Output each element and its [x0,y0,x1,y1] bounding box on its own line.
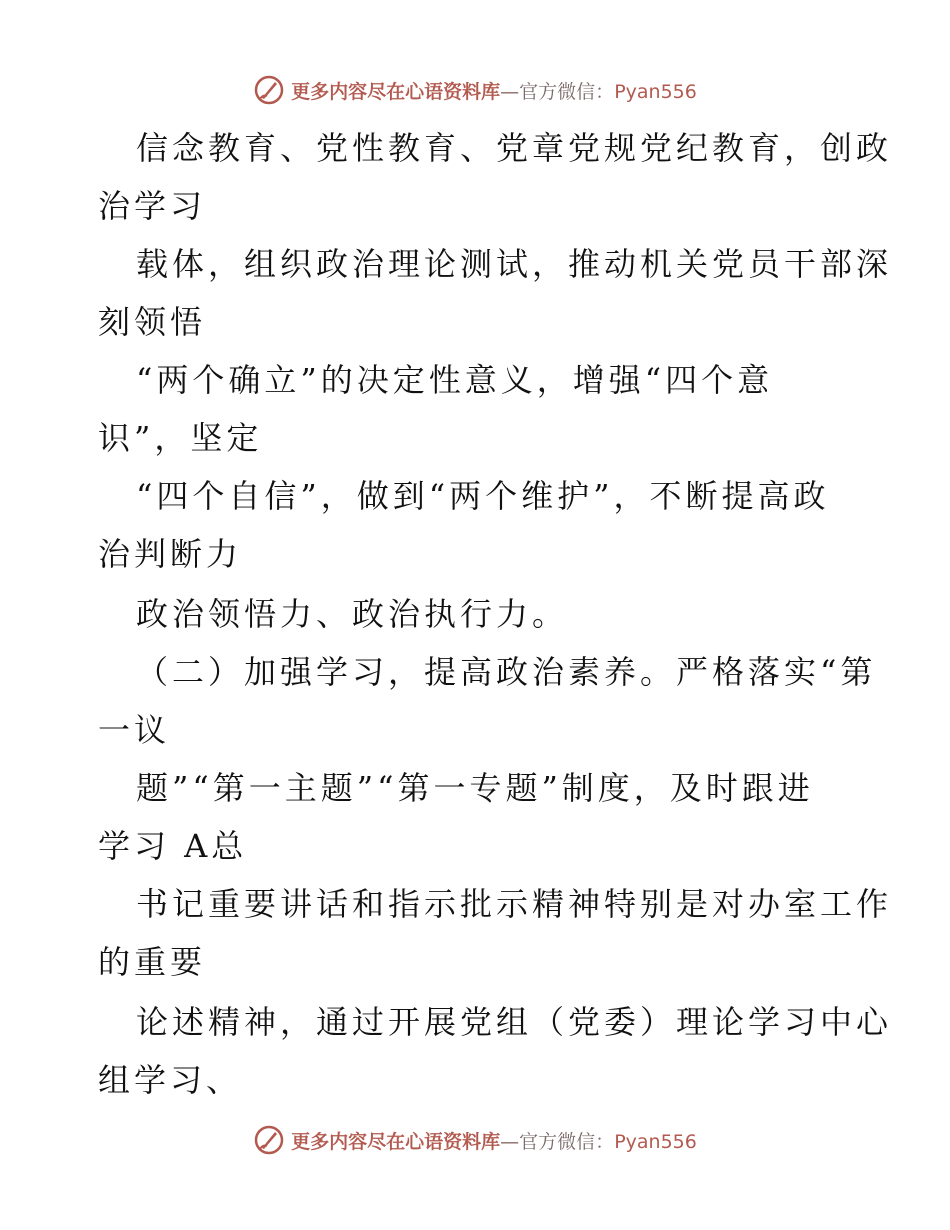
text-line: 题”“第一主题”“第一专题”制度，及时跟进 [136,769,814,807]
text-line: 识”，坚定 [98,419,263,457]
text-line: 的重要 [98,943,207,981]
text-line: 书记重要讲话和指示批示精神特别是对办室工作 [136,885,893,923]
text-line: 组学习、 [98,1061,243,1099]
text-line: 治判断力 [98,535,243,573]
text-line: 刻领悟 [98,303,207,341]
watermark-id: Pyan556 [614,80,697,103]
footer-watermark [0,1120,950,1160]
watermark-main: 更多内容尽在心语资料库 [291,80,501,103]
text-line: 治学习 [98,187,207,225]
text-line: 一议 [98,711,171,749]
watermark-separator: — [500,80,520,103]
text-line: 学习 A总 [98,827,248,865]
watermark-label: 官方微信： [519,1130,615,1153]
text-line: 载体，组织政治理论测试，推动机关党员干部深 [136,245,893,283]
watermark-text [291,1127,697,1154]
text-line: “四个自信”，做到“两个维护”，不断提高政 [136,477,830,515]
text-line: 论述精神，通过开展党组（党委）理论学习中心 [136,1003,893,1041]
watermark-label: 官方微信： [519,80,615,103]
text-line: 信念教育、党性教育、党章党规党纪教育，创政 [136,129,893,167]
quill-logo-icon [253,1124,285,1156]
text-line: 政治领悟力、政治执行力。 [136,595,569,633]
text-line: “两个确立”的决定性意义，增强“四个意 [136,361,774,399]
watermark-id: Pyan556 [614,1130,697,1153]
text-line: （二）加强学习，提高政治素养。严格落实“第 [136,653,877,691]
watermark-main: 更多内容尽在心语资料库 [291,1130,501,1153]
watermark-separator: — [500,1130,520,1153]
